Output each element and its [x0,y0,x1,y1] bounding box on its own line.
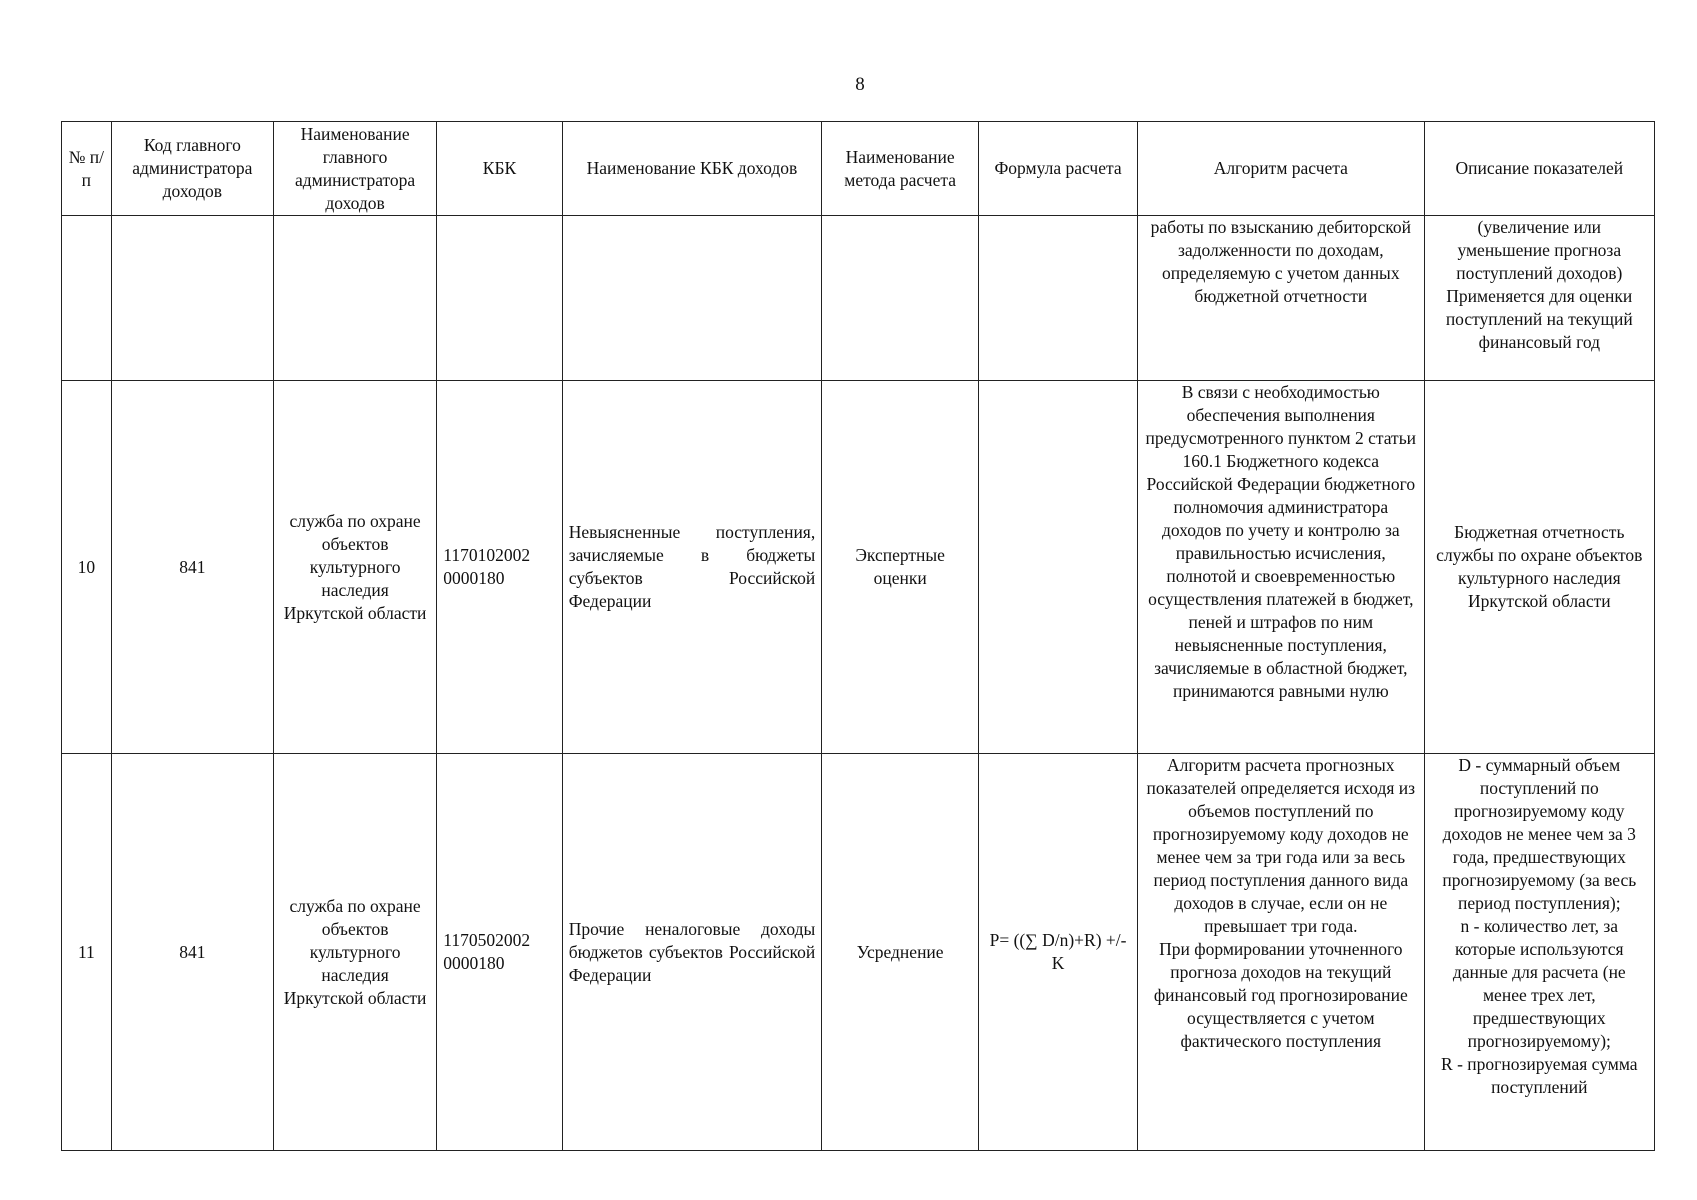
cell-admin-name [273,216,436,381]
cell-formula [979,381,1138,754]
header-kbk-name: Наименование КБК доходов [562,122,822,216]
cell-algorithm [1138,216,1425,381]
algorithm-paragraph: При формировании уточненного прогноза доходов на текущий финансовый год прогнозирование осуществляется с учетом фактического поступления [1153,939,1408,1051]
cell-num: 10 [62,381,112,754]
cell-method: Усреднение [822,754,979,1151]
cell-formula: P= ((∑ D/n)+R) +/-K [979,754,1138,1151]
cell-num [62,216,112,381]
cell-description [1424,754,1654,1151]
cell-formula [979,216,1138,381]
cell-method: Экспертные оценки [822,381,979,754]
table-row [62,216,1655,381]
algorithm-text [1144,754,1418,1150]
cell-description: Бюджетная отчетность службы по охране объектов культурного наследия Иркутской области [1424,381,1654,754]
cell-kbk: 1170102002 0000180 [437,381,562,754]
algorithm-text: работы по взысканию дебиторской задолженности по доходам, определяемую с учетом данных бюджетной отчетности [1150,217,1412,306]
cell-num: 11 [62,754,112,1151]
cell-admin-name: служба по охране объектов культурного наследия Иркутской области [273,381,436,754]
algorithm-text: В связи с необходимостью обеспечения выполнения предусмотренного пунктом 2 статьи 160.1 Бюджетного кодекса Российской Федерации бюджетного полномочия администратора доходов по учету и контролю за правильностью исчисления, полнотой и своевременностью осуществления платежей в бюджет, пеней и штрафов по ним невыясненные поступления, зачисляемые в областной бюджет, принимаются равными нулю [1145,382,1417,701]
cell-description [1424,216,1654,381]
header-formula: Формула расчета [979,122,1138,216]
description-text [1431,754,1648,1150]
header-algorithm: Алгоритм расчета [1138,122,1425,216]
header-description: Описание показателей [1424,122,1654,216]
cell-admin-code [111,216,273,381]
description-paragraph: D - суммарный объем поступлений по прогнозируемому коду доходов не менее чем за 3 года, предшествующих прогнозируемому (за весь период поступления); [1442,755,1637,913]
cell-kbk [437,216,562,381]
header-admin-code: Код главного администратора доходов [111,122,273,216]
table-row [62,754,1655,1151]
cell-admin-code: 841 [111,754,273,1151]
table-header-row [62,122,1655,216]
cell-method [822,216,979,381]
cell-algorithm [1138,381,1425,754]
header-kbk: КБК [437,122,562,216]
description-text: (увеличение или уменьшение прогноза поступлений доходов) Применяется для оценки поступлений на текущий финансовый год [1445,217,1633,352]
cell-kbk: 1170502002 0000180 [437,754,562,1151]
algorithm-paragraph: Алгоритм расчета прогнозных показателей определяется исходя из объемов поступлений по прогнозируемому коду доходов не менее чем за три года или за весь период поступления данного вида доходов в случае, если он не превышает три года. [1146,755,1416,936]
table-row [62,381,1655,754]
cell-kbk-name [562,216,822,381]
cell-algorithm [1138,754,1425,1151]
header-admin-name: Наименование главного администратора доходов [273,122,436,216]
revenue-forecast-table [61,121,1655,1151]
header-num: № п/п [62,122,112,216]
cell-admin-code: 841 [111,381,273,754]
cell-kbk-name: Невыясненные поступления, зачисляемые в бюджеты субъектов Российской Федерации [562,381,822,754]
description-paragraph: n - количество лет, за которые используются данные для расчета (не менее трех лет, предшествующих прогнозируемому); [1452,916,1626,1051]
cell-kbk-name: Прочие неналоговые доходы бюджетов субъектов Российской Федерации [562,754,822,1151]
page-number: 8 [855,74,865,95]
header-method: Наименование метода расчета [822,122,979,216]
description-paragraph: R - прогнозируемая сумма поступлений [1441,1054,1638,1097]
cell-admin-name: служба по охране объектов культурного наследия Иркутской области [273,754,436,1151]
